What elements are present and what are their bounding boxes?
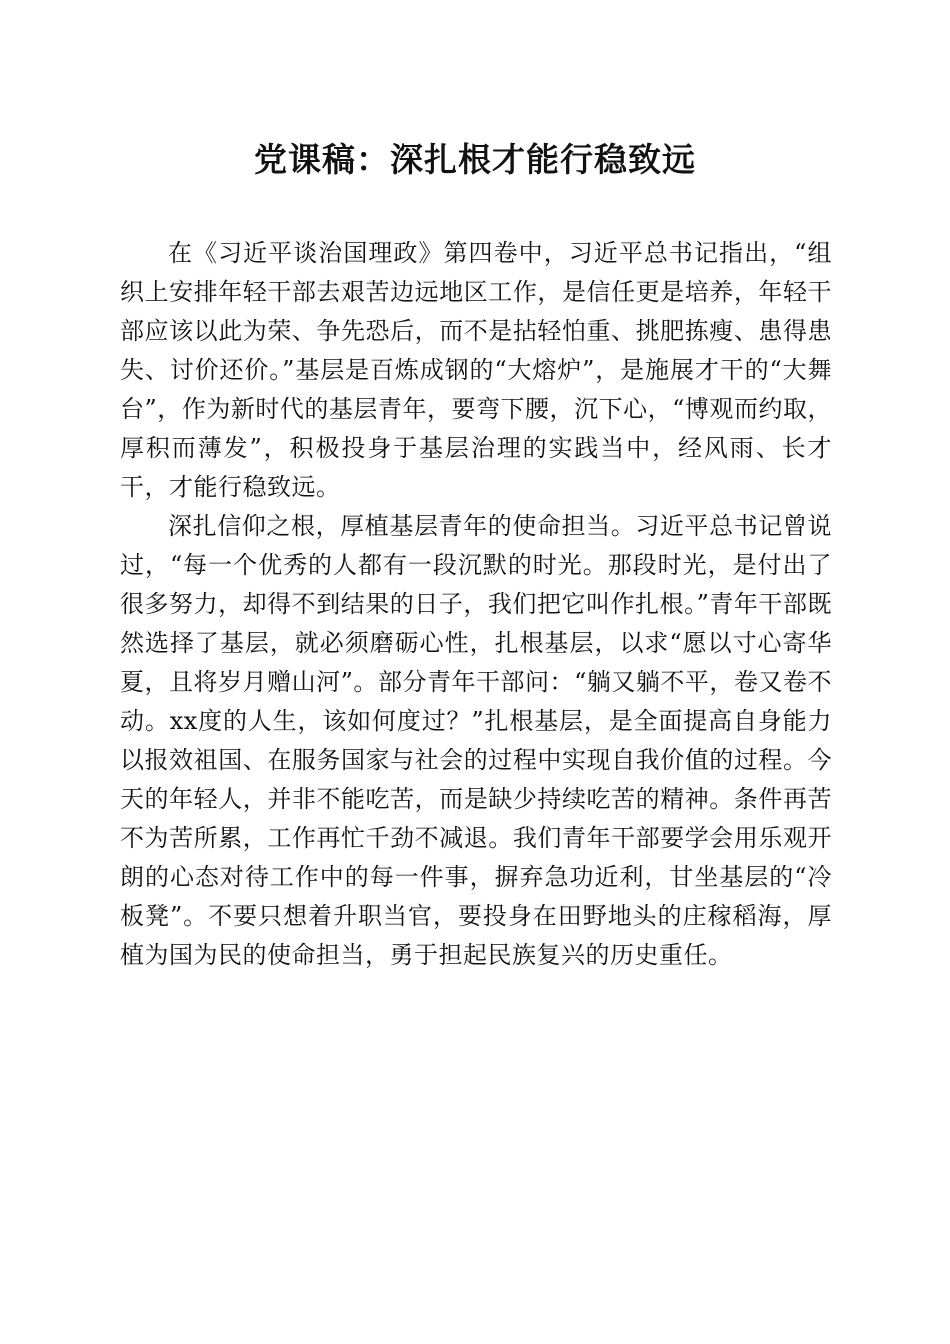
paragraph-root-belief: 深扎信仰之根，厚植基层青年的使命担当。习近平总书记曾说过，“每一个优秀的人都有一段沉默的时光。那段时光，是付出了很多努力，却得不到结果的日子，我们把它叫作扎根。”青年干部既然选择了基层，就必须磨砺心性，扎根基层，以求“愿以寸心寄华夏，且将岁月赠山河”。部分青年干部问：“躺又躺不平，卷又卷不动。xx度的人生，该如何度过？”扎根基层，是全面提高自身能力以报效祖国、在服务国家与社会的过程中实现自我价值的过程。今天的年轻人，并非不能吃苦，而是缺少持续吃苦的精神。条件再苦不为苦所累，工作再忙千劲不减退。我们青年干部要学会用乐观开朗的心态对待工作中的每一件事，摒弃急功近利，甘坐基层的“冷板凳”。不要只想着升职当官，要投身在田野地头的庄稼稻海，厚植为国为民的使命担当，勇于担起民族复兴的历史重任。 bbox=[120, 512, 832, 969]
paragraph-intro: 在《习近平谈治国理政》第四卷中，习近平总书记指出，“组织上安排年轻干部去艰苦边远地区工作，是信任更是培养，年轻干部应该以此为荣、争先恐后，而不是拈轻怕重、挑肥拣瘦、患得患失、讨价还价。”基层是百炼成钢的“大熔炉”，是施展才干的“大舞台”，作为新时代的基层青年，要弯下腰，沉下心，“博观而约取，厚积而薄发”，积极投身于基层治理的实践当中，经风雨、长才干，才能行稳致远。 bbox=[120, 239, 832, 501]
document-body bbox=[120, 234, 832, 975]
document-title: 党课稿：深扎根才能行稳致远 bbox=[254, 140, 696, 179]
